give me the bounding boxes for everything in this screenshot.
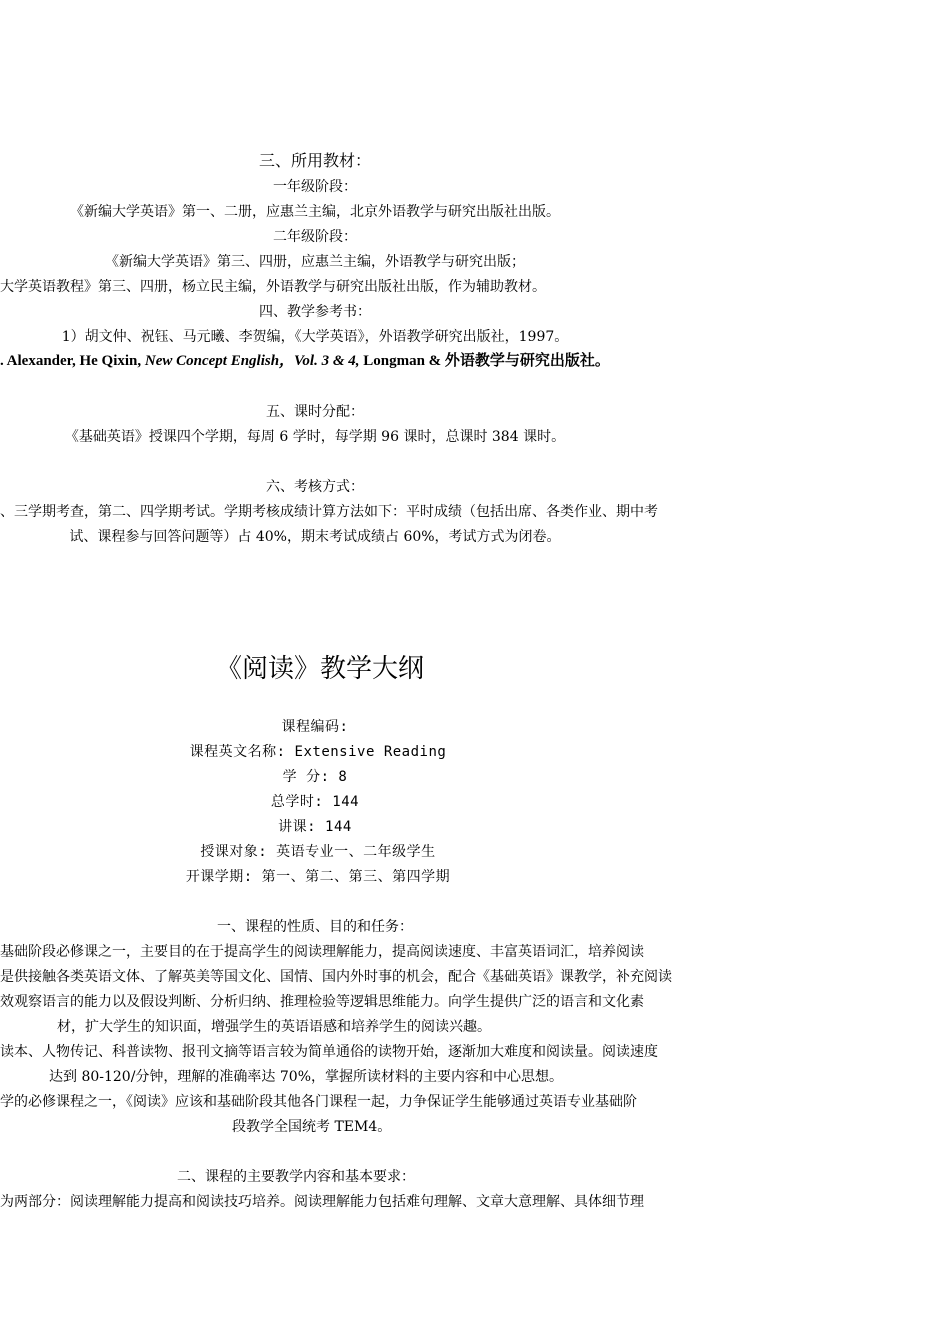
part1-heading: 一、课程的性质、目的和任务： <box>217 919 413 935</box>
course-code: 课程编码: <box>281 719 349 735</box>
syllabus-title: 《阅读》教学大纲 <box>215 654 424 684</box>
course-semester: 开课学期: 第一、第二、第三、第四学期 <box>185 869 451 885</box>
section5-text: 《基础英语》授课四个学期，每周 6 学时，每学期 96 课时，总课时 384 课时。 <box>64 429 566 445</box>
section6-text-2: 试、课程参与回答问题等）占 40%，期末考试成绩占 60%，考试方式为闭卷。 <box>69 529 561 545</box>
section6-heading: 六、考核方式： <box>266 479 364 495</box>
section6-text-1: 、三学期考查，第二、四学期考试。学期考核成绩计算方法如下：平时成绩（包括出席、各类作业、期中考 <box>0 504 658 520</box>
reference-2-publisher: Longman & 外语教学与研究出版社。 <box>359 353 610 369</box>
part1-line-1: 基础阶段必修课之一，主要目的在于提高学生的阅读理解能力，提高阅读速度、丰富英语词汇，培养阅读 <box>0 944 644 960</box>
section3-heading: 三、所用教材： <box>258 151 371 170</box>
reference-1: 1）胡文仲、祝钰、马元曦、李贺编，《大学英语》，外语教学研究出版社，1997。 <box>61 329 569 345</box>
stage2-label: 二年级阶段： <box>273 229 357 245</box>
course-credits: 学 分: 8 <box>282 769 348 785</box>
part1-line-2: 是供接触各类英语文体、了解英美等国文化、国情、国内外时事的机会，配合《基础英语》课教学，补充阅读 <box>0 969 672 985</box>
section4-heading: 四、教学参考书： <box>259 304 371 320</box>
part1-line-6: 达到 80-120/分钟，理解的准确率达 70%，掌握所读材料的主要内容和中心思想。 <box>49 1069 563 1085</box>
part1-line-3: 效观察语言的能力以及假设判断、分析归纳、推理检验等逻辑思维能力。向学生提供广泛的语言和文化素 <box>0 994 644 1010</box>
reference-2 <box>0 351 610 371</box>
stage2-text-1: 《新编大学英语》第三、四册，应惠兰主编，外语教学与研究出版； <box>105 254 525 270</box>
stage1-text: 《新编大学英语》第一、二册，应惠兰主编，北京外语教学与研究出版社出版。 <box>70 204 560 220</box>
reference-2-authors: . Alexander, He Qixin, <box>0 353 145 369</box>
part1-line-7: 学的必修课程之一，《阅读》应该和基础阶段其他各门课程一起，力争保证学生能够通过英语专业基础阶 <box>0 1094 637 1110</box>
part1-line-5: 读本、人物传记、科普读物、报刊文摘等语言较为简单通俗的读物开始，逐渐加大难度和阅读量。阅读速度 <box>0 1044 658 1060</box>
reference-2-book-title: New Concept English，Vol. 3 & 4, <box>144 353 360 369</box>
course-audience: 授课对象: 英语专业一、二年级学生 <box>200 844 436 860</box>
part2-line-1: 为两部分：阅读理解能力提高和阅读技巧培养。阅读理解能力包括难句理解、文章大意理解、具体细节理 <box>0 1194 644 1210</box>
course-lecture-hours: 讲课: 144 <box>278 819 352 835</box>
course-total-hours: 总学时: 144 <box>270 794 360 810</box>
stage1-label: 一年级阶段： <box>273 179 357 195</box>
part1-line-8: 段教学全国统考 TEM4。 <box>232 1119 392 1135</box>
part1-line-4: 材，扩大学生的知识面，增强学生的英语语感和培养学生的阅读兴趣。 <box>57 1019 491 1035</box>
stage2-text-2: 大学英语教程》第三、四册，杨立民主编，外语教学与研究出版社出版，作为辅助教材。 <box>0 279 546 295</box>
section5-heading: 五、课时分配： <box>266 404 364 420</box>
part2-heading: 二、课程的主要教学内容和基本要求： <box>177 1169 415 1185</box>
course-english-name: 课程英文名称: Extensive Reading <box>189 744 447 760</box>
